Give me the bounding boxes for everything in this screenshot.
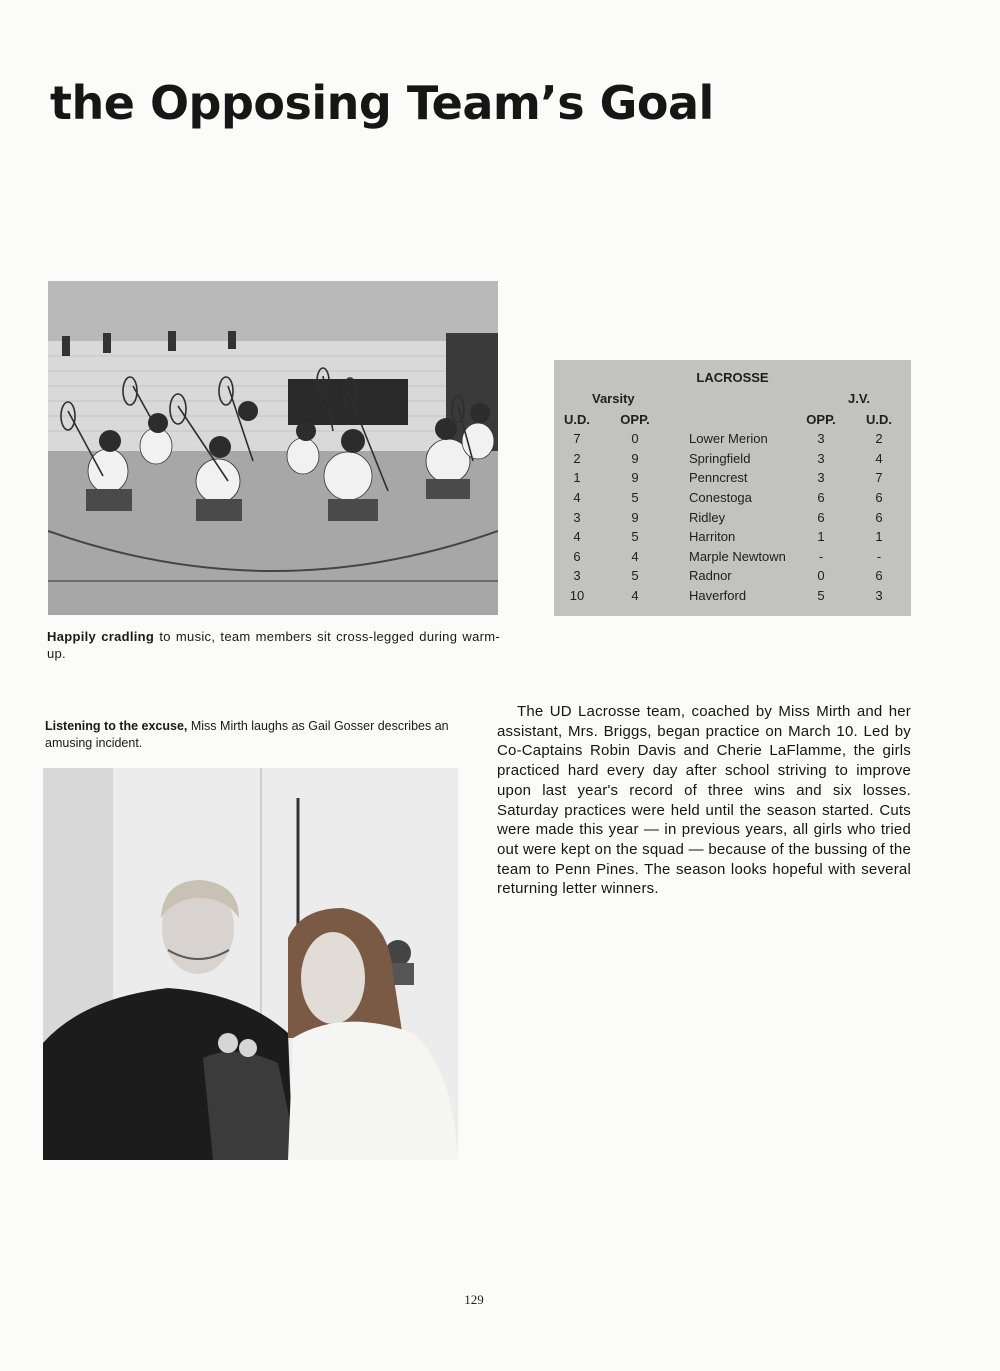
jv-ud-score: 6 <box>875 510 883 525</box>
caption-text: to music, team members sit cross-legged during warm-up. <box>47 629 500 661</box>
jv-opp-score: 3 <box>817 431 825 446</box>
score-row <box>554 431 911 451</box>
jv-opp-score: 0 <box>817 568 825 583</box>
scoreboard-title: LACROSSE <box>696 370 769 385</box>
jv-ud-score: 4 <box>875 451 883 466</box>
jv-ud-score: - <box>876 549 882 564</box>
jv-opp-score: 5 <box>817 588 825 603</box>
score-row <box>554 529 911 549</box>
coach-player-photo <box>43 768 458 1160</box>
top-photo-caption <box>47 628 500 662</box>
opponent-name: Haverford <box>689 588 747 603</box>
ud-score: 3 <box>573 568 581 583</box>
header-jv-opp: OPP. <box>806 412 836 427</box>
score-row <box>554 549 911 569</box>
header-ud: U.D. <box>564 412 590 427</box>
opp-score: 9 <box>631 470 639 485</box>
jv-opp-score: 1 <box>817 529 825 544</box>
opponent-name: Penncrest <box>689 470 748 485</box>
jv-label: J.V. <box>848 391 870 406</box>
caption-lead: Happily cradling <box>47 629 155 644</box>
ud-score: 4 <box>573 490 581 505</box>
jv-opp-score: 6 <box>817 490 825 505</box>
header-opp: OPP. <box>620 412 650 427</box>
opp-score: 5 <box>631 568 639 583</box>
opp-score: 9 <box>631 451 639 466</box>
score-row <box>554 470 911 490</box>
ud-score: 1 <box>573 470 581 485</box>
opponent-name: Radnor <box>689 568 732 583</box>
team-warmup-photo <box>48 281 498 615</box>
opponent-name: Harriton <box>689 529 736 544</box>
opp-score: 5 <box>631 529 639 544</box>
ud-score: 4 <box>573 529 581 544</box>
jv-ud-score: 1 <box>875 529 883 544</box>
ud-score: 6 <box>573 549 581 564</box>
gym-scene <box>48 281 498 615</box>
ud-score: 7 <box>573 431 581 446</box>
article-body: The UD Lacrosse team, coached by Miss Mirth and her assistant, Mrs. Briggs, began practice on March 10. Led by Co-Captains Robin Davis and Cherie LaFlamme, the girls practiced hard every day after school striving to improve upon last year's record of three wins and six losses. Saturday practices were held until the season started. Cuts were made this year — in previous years, all girls who tried out were kept on the squad — because of the bussing of the team to Penn Pines. The season looks hopeful with several returning letter winners. <box>497 703 911 898</box>
opponent-name: Springfield <box>689 451 751 466</box>
opponent-name: Marple Newtown <box>689 549 786 564</box>
jv-ud-score: 6 <box>875 568 883 583</box>
opp-score: 9 <box>631 510 639 525</box>
jv-opp-score: 3 <box>817 451 825 466</box>
score-row <box>554 568 911 588</box>
jv-ud-score: 6 <box>875 490 883 505</box>
page-number: 129 <box>464 1292 484 1307</box>
jv-ud-score: 7 <box>875 470 883 485</box>
page-title: the Opposing Team’s Goal <box>50 76 714 130</box>
coach-scene <box>43 768 458 1160</box>
ud-score: 2 <box>573 451 581 466</box>
opponent-name: Ridley <box>689 510 726 525</box>
bottom-photo-caption <box>45 718 463 752</box>
varsity-label: Varsity <box>592 391 635 406</box>
opp-score: 5 <box>631 490 639 505</box>
opp-score: 4 <box>631 588 639 603</box>
header-jv-ud: U.D. <box>866 412 892 427</box>
jv-ud-score: 3 <box>875 588 883 603</box>
jv-ud-score: 2 <box>875 431 883 446</box>
ud-score: 10 <box>569 588 585 603</box>
jv-opp-score: - <box>818 549 824 564</box>
score-row <box>554 588 911 608</box>
caption-text: Miss Mirth laughs as Gail Gosser describes an amusing incident. <box>45 719 449 750</box>
opponent-name: Conestoga <box>689 490 752 505</box>
jv-opp-score: 6 <box>817 510 825 525</box>
score-row <box>554 510 911 530</box>
caption-lead: Listening to the excuse, <box>45 719 188 733</box>
lacrosse-scoreboard <box>554 360 911 616</box>
score-row <box>554 490 911 510</box>
opp-score: 0 <box>631 431 639 446</box>
opponent-name: Lower Merion <box>689 431 768 446</box>
jv-opp-score: 3 <box>817 470 825 485</box>
score-row <box>554 451 911 471</box>
ud-score: 3 <box>573 510 581 525</box>
opp-score: 4 <box>631 549 639 564</box>
